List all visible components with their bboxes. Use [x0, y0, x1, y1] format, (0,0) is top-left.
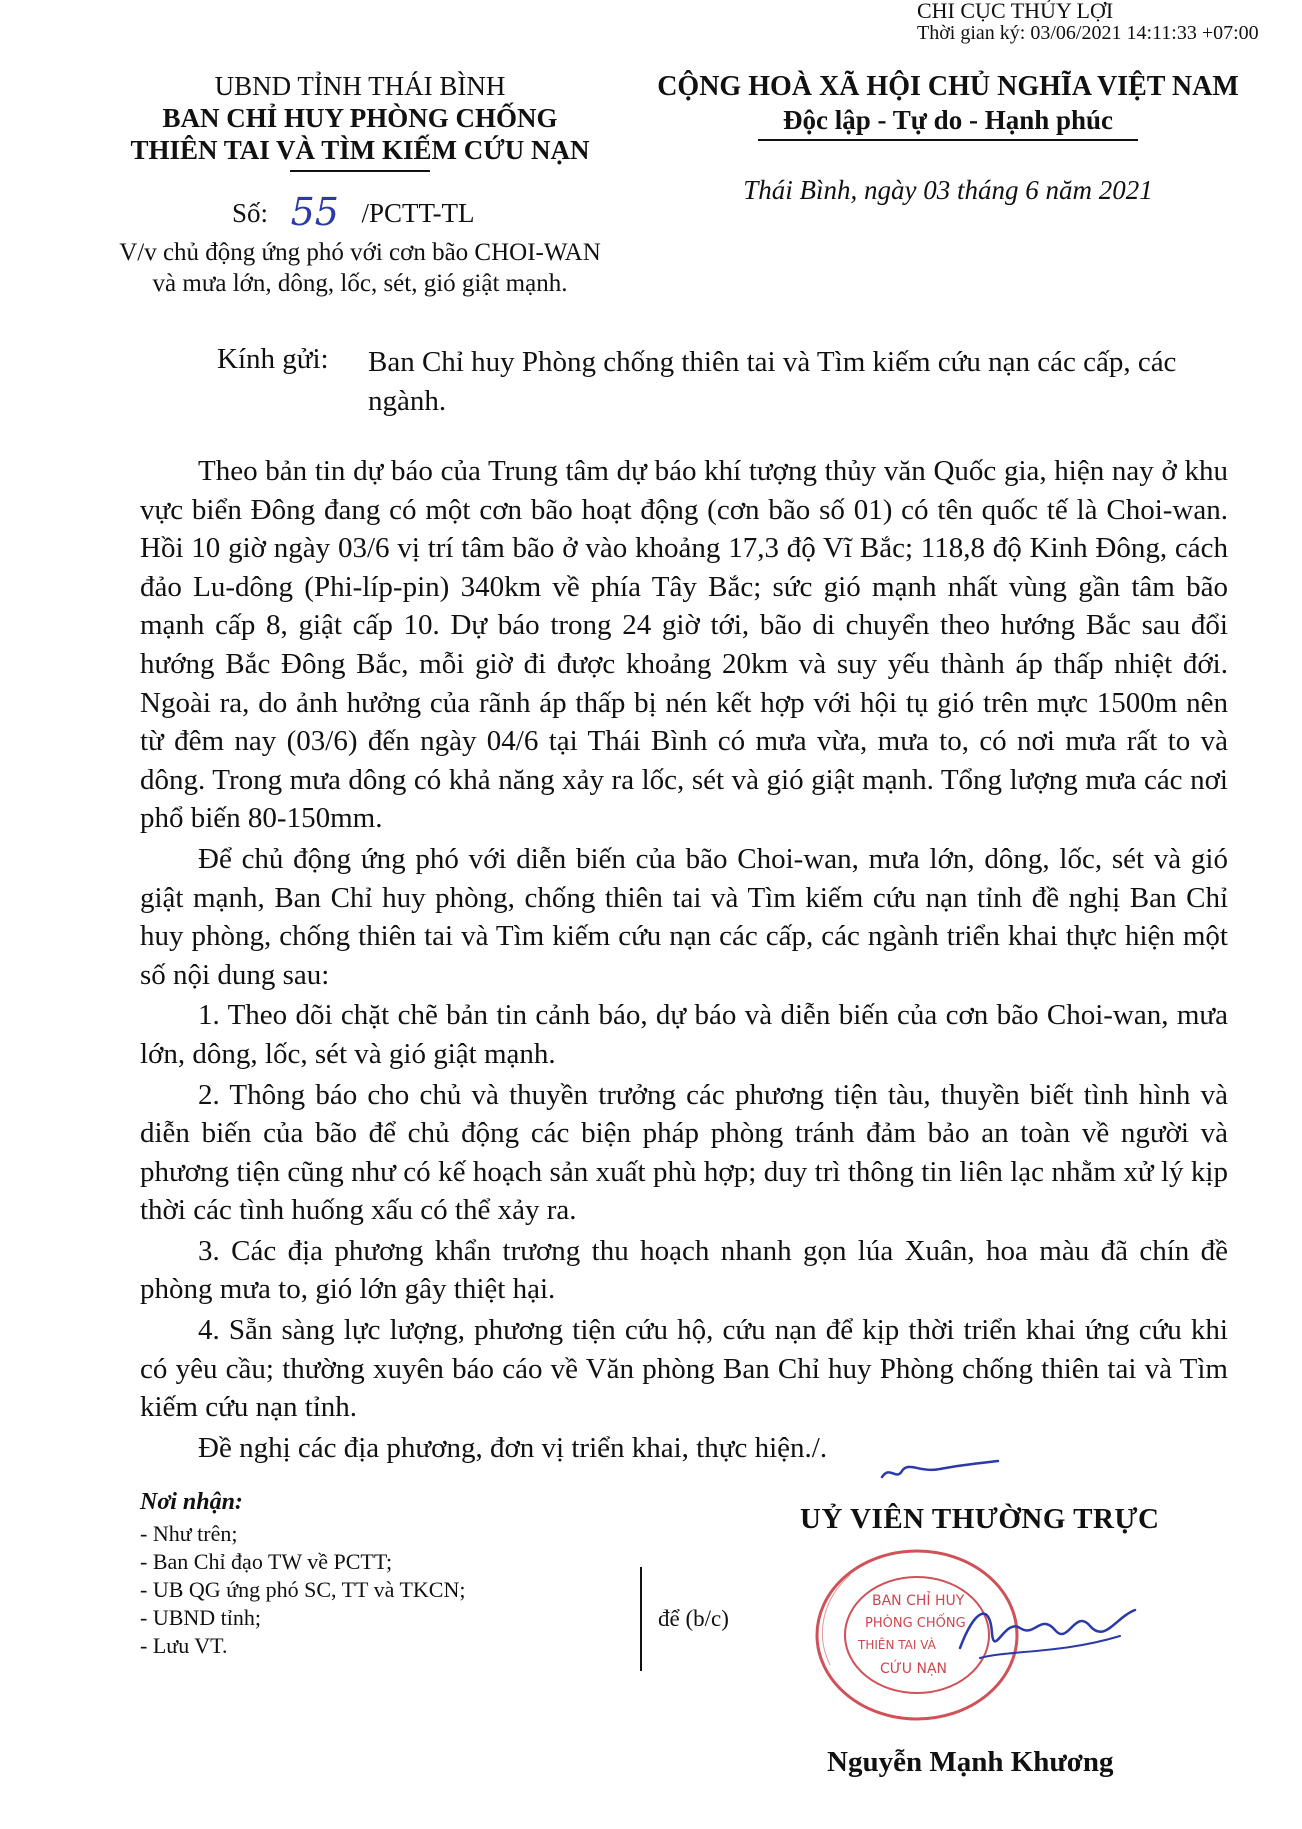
handwritten-signature	[950, 1588, 1140, 1678]
national-motto: Độc lập - Tự do - Hạnh phúc	[782, 105, 1114, 135]
signature-time: Thời gian ký: 03/06/2021 14:11:33 +07:00	[917, 22, 1259, 44]
recipients-list	[140, 1488, 640, 1660]
recipient-item: - Như trên;	[140, 1521, 238, 1546]
body-paragraph: 4. Sẵn sàng lực lượng, phương tiện cứu hộ, cứu nạn để kịp thời triển khai ứng cứu khi có yêu cầu; thường xuyên báo cáo về Văn phòng Ban Chỉ huy Phòng chống thiên tai và Tìm kiếm cứu nạn tỉnh.	[140, 1314, 1228, 1424]
signature-agency: CHI CỤC THỦY LỢI	[917, 0, 1114, 23]
greeting-recipient: Ban Chỉ huy Phòng chống thiên tai và Tìm kiếm cứu nạn các cấp, các ngành.	[368, 346, 1177, 417]
docno-handwritten: 55	[290, 190, 339, 234]
svg-text:THIÊN TAI VÀ: THIÊN TAI VÀ	[858, 1638, 936, 1652]
greeting-label: Kính gửi:	[217, 343, 329, 375]
pen-flourish	[880, 1455, 1000, 1485]
body-paragraph: Đề nghị các địa phương, đơn vị triển khai, thực hiện./.	[198, 1431, 828, 1464]
report-note: để (b/c)	[658, 1606, 729, 1631]
svg-text:PHÒNG CHỐNG: PHÒNG CHỐNG	[865, 1616, 966, 1631]
header-divider	[290, 170, 430, 172]
signer-name: Nguyễn Mạnh Khương	[827, 1746, 1114, 1778]
document-body	[140, 452, 1228, 1469]
province-name: UBND TỈNH THÁI BÌNH	[214, 71, 506, 101]
recipients-title: Nơi nhận:	[140, 1489, 243, 1515]
subject-line2: và mưa lớn, dông, lốc, sét, gió giật mạnh.	[152, 270, 568, 297]
national-header	[628, 70, 1268, 141]
issuing-authority	[100, 70, 620, 172]
recipients-bracket	[640, 1567, 642, 1671]
org-name-line1: BAN CHỈ HUY PHÒNG CHỐNG	[162, 103, 558, 133]
recipient-item: - Lưu VT.	[140, 1633, 228, 1658]
docno-prefix: Số:	[232, 198, 269, 228]
nation-name: CỘNG HOÀ XÃ HỘI CHỦ NGHĨA VIỆT NAM	[657, 71, 1239, 102]
recipient-item: - UB QG ứng phó SC, TT và TKCN;	[140, 1577, 466, 1602]
org-name-line2: THIÊN TAI VÀ TÌM KIẾM CỨU NẠN	[130, 135, 590, 165]
digital-signature-stamp	[917, 0, 1302, 44]
place-date: Thái Bình, ngày 03 tháng 6 năm 2021	[743, 175, 1153, 205]
recipient-item: - UBND tỉnh;	[140, 1605, 261, 1630]
docno-suffix: /PCTT-TL	[361, 198, 475, 228]
svg-text:CỨU NẠN: CỨU NẠN	[880, 1661, 948, 1677]
subject-line1: V/v chủ động ứng phó với cơn bão CHOI-WAN	[119, 239, 601, 266]
body-paragraph: 1. Theo dõi chặt chẽ bản tin cảnh báo, dự báo và diễn biến của cơn bão Choi-wan, mưa lớn, dông, lốc, sét và gió giật mạnh.	[140, 999, 1228, 1070]
svg-text:BAN CHỈ HUY: BAN CHỈ HUY	[872, 1593, 965, 1609]
body-paragraph: Theo bản tin dự báo của Trung tâm dự báo khí tượng thủy văn Quốc gia, hiện nay ở khu vực biển Đông đang có một cơn bão hoạt động (cơn bão số 01) có tên quốc tế là Choi-wan. Hồi 10 giờ ngày 03/6 vị trí tâm bão ở vào khoảng 17,3 độ Vĩ Bắc; 118,8 độ Kinh Đông, cách đảo Lu-dông (Phi-líp-pin) 340km về phía Tây Bắc; sức gió mạnh nhất vùng gần tâm bão mạnh cấp 8, giật cấp 10. Dự báo trong 24 giờ tới, bão di chuyển theo hướng Bắc sau đổi hướng Bắc Đông Bắc, mỗi giờ đi được khoảng 20km và suy yếu thành áp thấp nhiệt đới. Ngoài ra, do ảnh hưởng của rãnh áp thấp bị nén kết hợp với hội tụ gió trên mực 1500m nên từ đêm nay (03/6) đến ngày 04/6 tại Thái Bình có mưa vừa, mưa to, có nơi mưa rất to và dông. Trong mưa dông có khả năng xảy ra lốc, sét và gió giật mạnh. Tổng lượng mưa các nơi phổ biến 80-150mm.	[140, 455, 1228, 835]
document-number	[232, 190, 475, 234]
signer-title: UỶ VIÊN THƯỜNG TRỰC	[800, 1503, 1160, 1535]
body-paragraph: 2. Thông báo cho chủ và thuyền trưởng các phương tiện tàu, thuyền biết tình hình và diễn biến của bão để chủ động các biện pháp phòng tránh đảm bảo an toàn về người và phương tiện cũng như có kế hoạch sản xuất phù hợp; duy trì thông tin liên lạc nhằm xử lý kịp thời các tình huống xấu có thể xảy ra.	[140, 1078, 1228, 1227]
body-paragraph: 3. Các địa phương khẩn trương thu hoạch nhanh gọn lúa Xuân, hoa màu đã chín đề phòng mưa to, gió lớn gây thiệt hại.	[140, 1234, 1228, 1306]
body-paragraph: Để chủ động ứng phó với diễn biến của bão Choi-wan, mưa lớn, dông, lốc, sét và gió giật mạnh, Ban Chỉ huy phòng, chống thiên tai và Tìm kiếm cứu nạn tỉnh đề nghị Ban Chỉ huy phòng, chống thiên tai và Tìm kiếm cứu nạn các cấp, các ngành triển khai thực hiện một số nội dung sau:	[140, 842, 1228, 991]
recipient-item: - Ban Chỉ đạo TW về PCTT;	[140, 1549, 393, 1574]
document-subject	[100, 237, 620, 299]
motto-underline	[758, 139, 1138, 141]
